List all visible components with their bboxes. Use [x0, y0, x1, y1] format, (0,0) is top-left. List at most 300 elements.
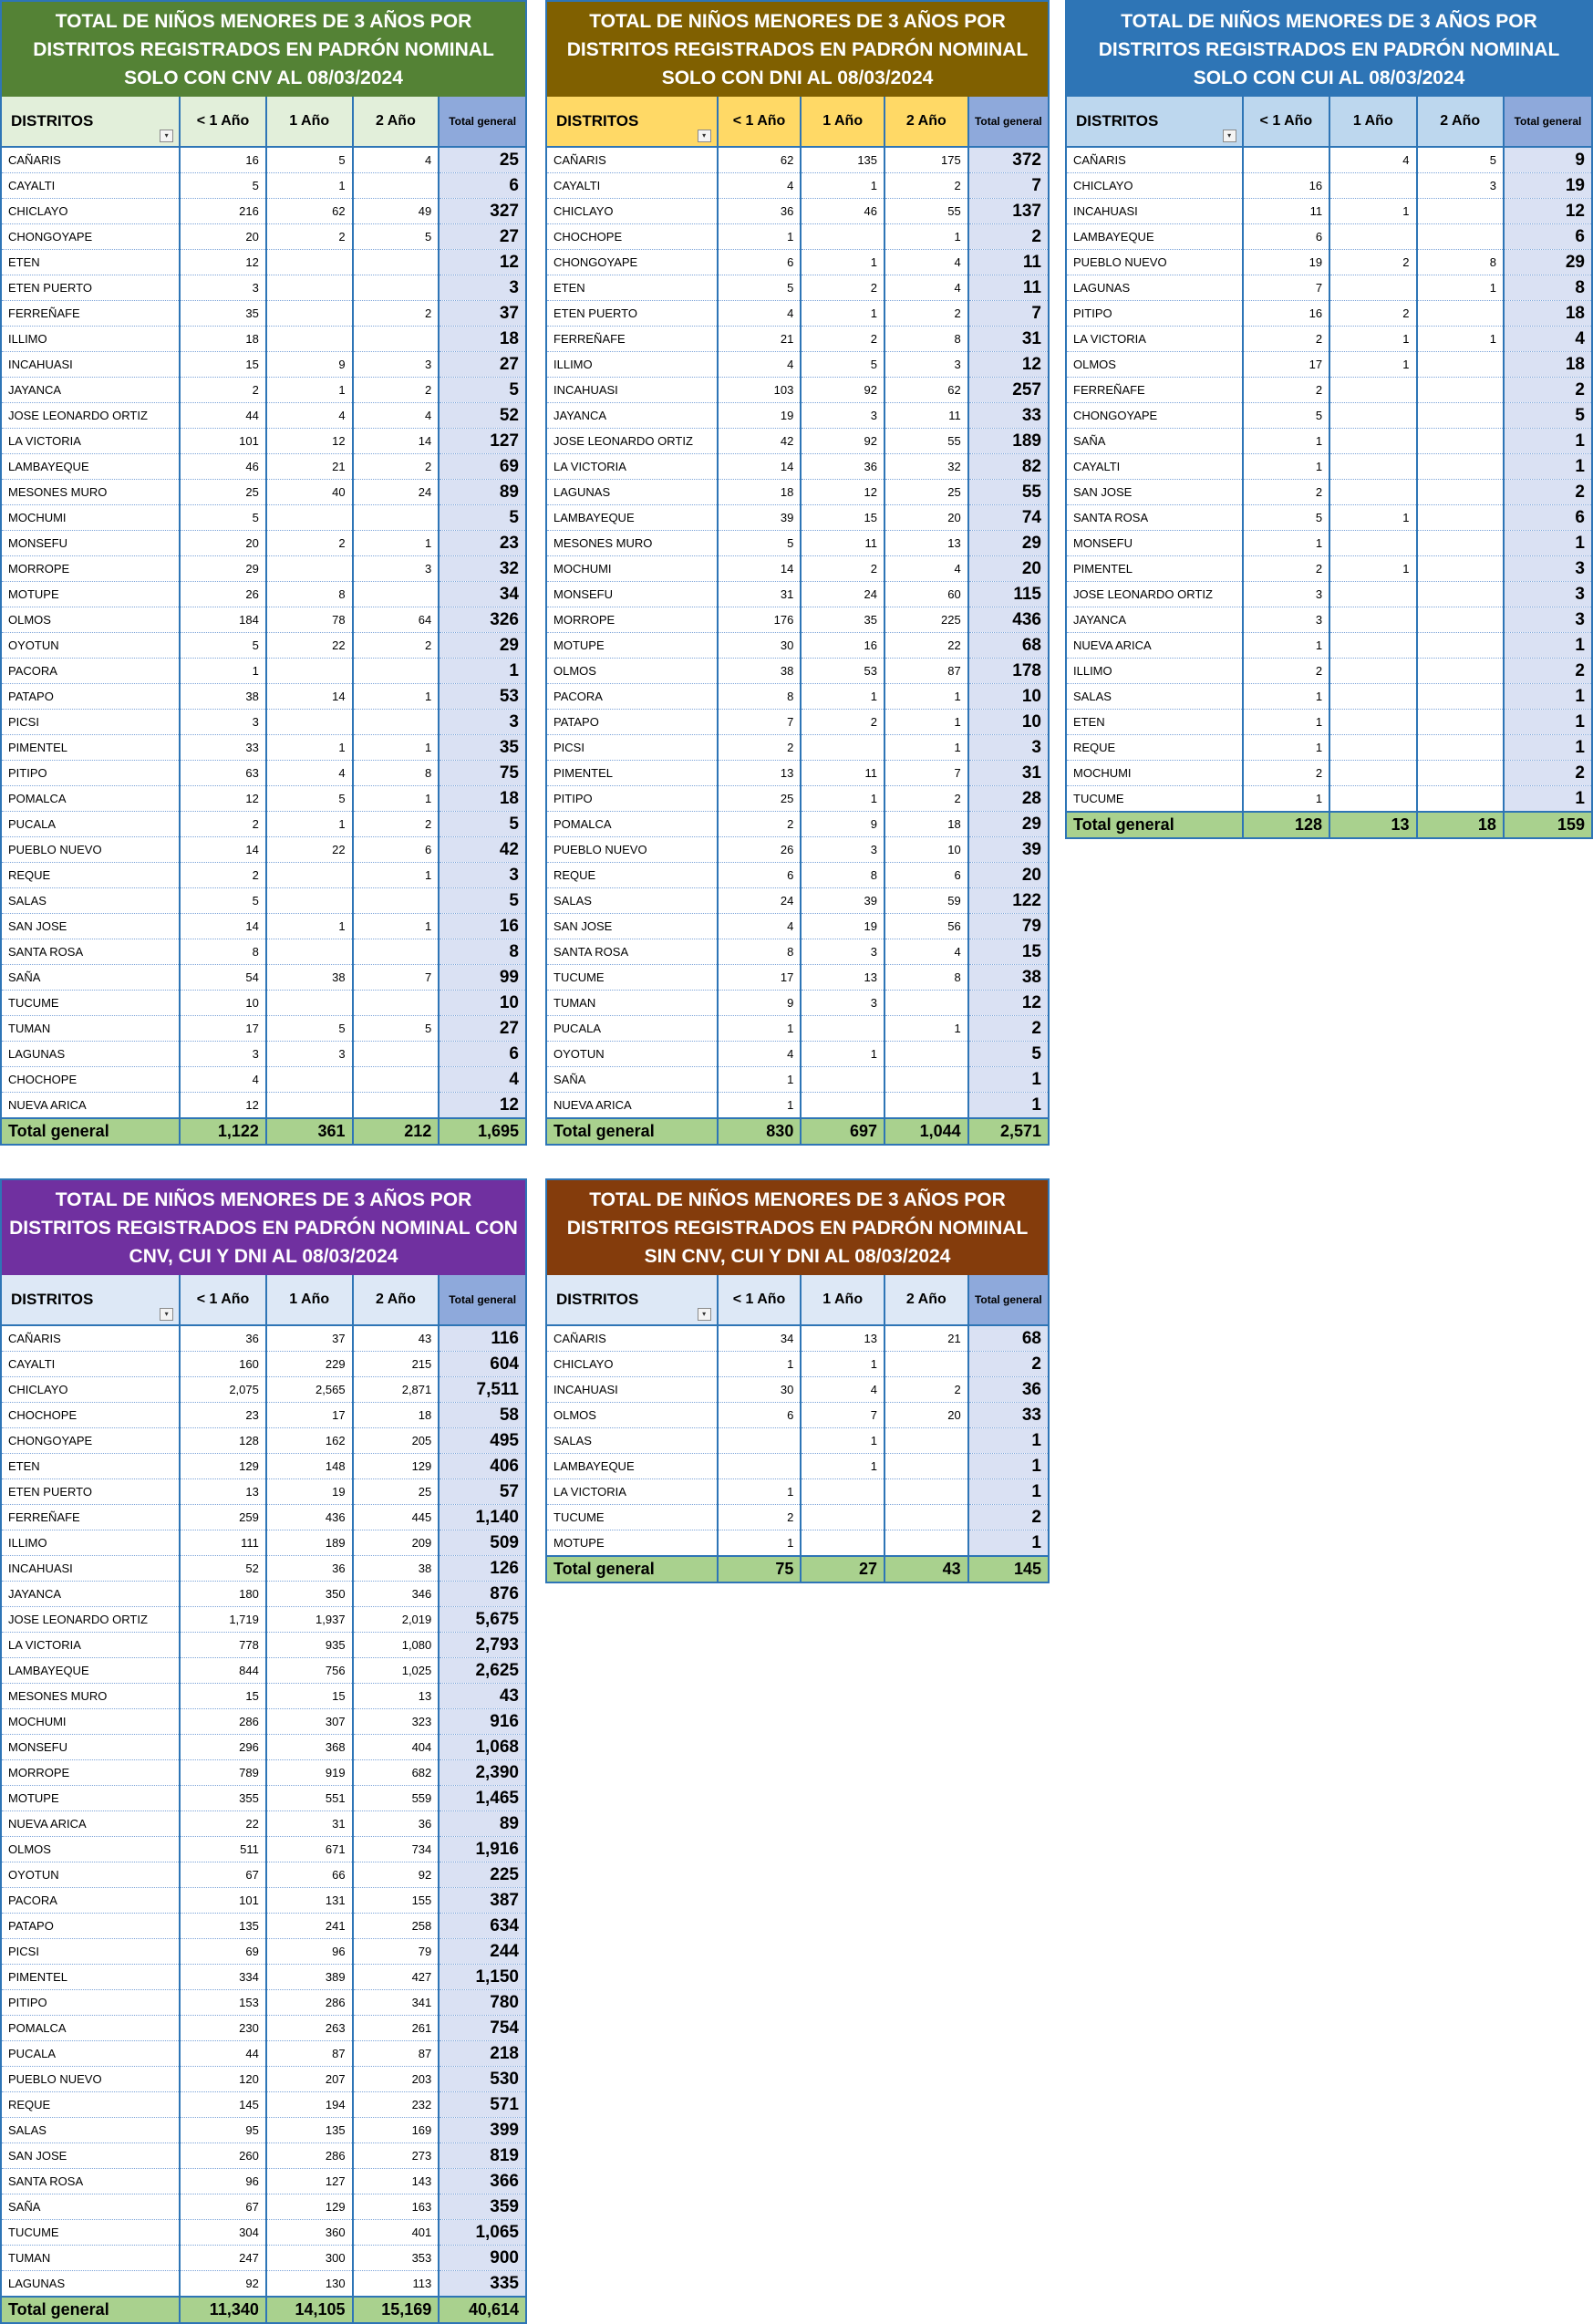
value-cell: 33: [180, 735, 266, 761]
table-row: [547, 659, 1048, 684]
district-cell: NUEVA ARICA: [2, 1093, 180, 1119]
district-cell: JAYANCA: [2, 1582, 180, 1607]
total-cell: 876: [439, 1582, 525, 1607]
value-cell: 113: [353, 2271, 440, 2298]
value-cell: [353, 250, 440, 275]
value-cell: 1: [1243, 710, 1329, 735]
value-cell: [266, 659, 353, 684]
header-age-1: [1243, 97, 1329, 147]
total-cell: 3: [439, 863, 525, 888]
district-cell: CHOCHOPE: [547, 224, 718, 250]
value-cell: 5: [266, 1016, 353, 1042]
value-cell: 16: [180, 147, 266, 173]
value-cell: 13: [180, 1479, 266, 1505]
value-cell: 3: [801, 837, 884, 863]
value-cell: [1417, 582, 1504, 607]
value-cell: 160: [180, 1352, 266, 1377]
district-cell: CHICLAYO: [1067, 173, 1243, 199]
value-cell: 11: [884, 403, 968, 429]
district-cell: CHICLAYO: [547, 1352, 718, 1377]
table-row: [2, 2041, 525, 2067]
total-value: 27: [801, 1556, 884, 1582]
value-cell: 1: [884, 684, 968, 710]
value-cell: 11: [801, 761, 884, 786]
district-cell: ETEN: [547, 275, 718, 301]
table-row: [547, 1530, 1048, 1557]
header-label: 1 Año: [289, 1292, 330, 1307]
table-row: [2, 1786, 525, 1811]
value-cell: 1: [1243, 633, 1329, 659]
district-cell: ILLIMO: [547, 352, 718, 378]
total-value: 145: [968, 1556, 1048, 1582]
value-cell: 3: [180, 710, 266, 735]
total-cell: 8: [439, 939, 525, 965]
district-cell: JAYANCA: [547, 403, 718, 429]
district-cell: CAÑARIS: [1067, 147, 1243, 173]
total-cell: 780: [439, 1990, 525, 2016]
value-cell: 2: [180, 812, 266, 837]
value-cell: [353, 888, 440, 914]
value-cell: 135: [180, 1914, 266, 1939]
total-cell: 27: [439, 224, 525, 250]
value-cell: 129: [266, 2194, 353, 2220]
value-cell: 1: [884, 710, 968, 735]
value-cell: 2,019: [353, 1607, 440, 1633]
district-cell: MONSEFU: [1067, 531, 1243, 556]
total-cell: 9: [1504, 147, 1591, 173]
value-cell: [266, 327, 353, 352]
total-cell: 5: [439, 812, 525, 837]
district-cell: LA VICTORIA: [547, 1479, 718, 1505]
value-cell: [266, 888, 353, 914]
value-cell: 1: [1243, 531, 1329, 556]
value-cell: 13: [884, 531, 968, 556]
total-cell: 43: [439, 1684, 525, 1709]
value-cell: 323: [353, 1709, 440, 1735]
table-row: [547, 710, 1048, 735]
value-cell: [266, 505, 353, 531]
table-row: [2, 2194, 525, 2220]
value-cell: 232: [353, 2092, 440, 2118]
table-row: [2, 1709, 525, 1735]
header-age-1: [180, 1275, 266, 1325]
total-cell: 3: [968, 735, 1048, 761]
value-cell: 260: [180, 2143, 266, 2169]
value-cell: 17: [1243, 352, 1329, 378]
value-cell: 4: [180, 1067, 266, 1093]
table-row: [2, 965, 525, 991]
value-cell: 8: [718, 939, 802, 965]
district-cell: JAYANCA: [2, 378, 180, 403]
value-cell: [1329, 403, 1416, 429]
value-cell: 66: [266, 1862, 353, 1888]
total-cell: 1: [1504, 684, 1591, 710]
value-cell: 1: [884, 1016, 968, 1042]
district-cell: LA VICTORIA: [2, 1633, 180, 1658]
table-row: [547, 352, 1048, 378]
value-cell: 2: [801, 327, 884, 352]
district-cell: ETEN PUERTO: [2, 275, 180, 301]
total-cell: 127: [439, 429, 525, 454]
value-cell: 64: [353, 607, 440, 633]
table-row: [2, 761, 525, 786]
value-cell: 130: [266, 2271, 353, 2298]
value-cell: 1: [801, 1428, 884, 1454]
value-cell: 368: [266, 1735, 353, 1760]
value-cell: 341: [353, 1990, 440, 2016]
data-table: [2, 1275, 525, 2322]
district-cell: SAN JOSE: [2, 2143, 180, 2169]
value-cell: 1: [718, 224, 802, 250]
district-cell: PUCALA: [547, 1016, 718, 1042]
value-cell: 263: [266, 2016, 353, 2041]
value-cell: 1: [353, 531, 440, 556]
header-distritos[interactable]: [547, 1275, 718, 1325]
table-row: [1067, 403, 1591, 429]
value-cell: 53: [801, 659, 884, 684]
district-cell: ILLIMO: [2, 1530, 180, 1556]
district-cell: MORROPE: [547, 607, 718, 633]
value-cell: 389: [266, 1965, 353, 1990]
value-cell: [884, 1530, 968, 1557]
header-age-1: [718, 1275, 802, 1325]
district-cell: SALAS: [1067, 684, 1243, 710]
table-row: [2, 863, 525, 888]
value-cell: [884, 1428, 968, 1454]
total-cell: 8: [1504, 275, 1591, 301]
value-cell: [801, 1505, 884, 1530]
total-cell: 29: [1504, 250, 1591, 275]
header-age-2: [266, 1275, 353, 1325]
district-cell: REQUE: [2, 2092, 180, 2118]
value-cell: [1417, 607, 1504, 633]
value-cell: 1: [180, 659, 266, 684]
value-cell: 1: [1329, 505, 1416, 531]
value-cell: 19: [1243, 250, 1329, 275]
value-cell: 5: [353, 1016, 440, 1042]
district-cell: MOTUPE: [547, 633, 718, 659]
district-cell: NUEVA ARICA: [547, 1093, 718, 1119]
total-cell: 2: [1504, 378, 1591, 403]
table-row: [547, 1067, 1048, 1093]
total-cell: 12: [439, 1093, 525, 1119]
table-row: [2, 480, 525, 505]
table-row: [547, 991, 1048, 1016]
value-cell: 4: [1329, 147, 1416, 173]
value-cell: 401: [353, 2220, 440, 2246]
value-cell: 427: [353, 1965, 440, 1990]
total-cell: 5: [439, 378, 525, 403]
district-cell: SANTA ROSA: [547, 939, 718, 965]
value-cell: 101: [180, 1888, 266, 1914]
value-cell: 92: [801, 378, 884, 403]
value-cell: 404: [353, 1735, 440, 1760]
district-cell: OYOTUN: [547, 1042, 718, 1067]
value-cell: [884, 1042, 968, 1067]
value-cell: 15: [180, 352, 266, 378]
total-cell: 366: [439, 2169, 525, 2194]
value-cell: 21: [884, 1325, 968, 1352]
table-title: TOTAL DE NIÑOS MENORES DE 3 AÑOS POR DISTRITOS REGISTRADOS EN PADRÓN NOMINAL CON CNV, CUI Y DNI AL 08/03/2024: [2, 1180, 525, 1275]
total-cell: 327: [439, 199, 525, 224]
table-row: [1067, 173, 1591, 199]
total-value: 18: [1417, 812, 1504, 837]
value-cell: [353, 275, 440, 301]
filter-dropdown-icon[interactable]: ▾: [698, 1308, 711, 1321]
value-cell: 31: [266, 1811, 353, 1837]
header-distritos[interactable]: [1067, 97, 1243, 147]
value-cell: 1: [1329, 556, 1416, 582]
total-value: 11,340: [180, 2297, 266, 2322]
district-cell: TUCUME: [2, 2220, 180, 2246]
total-cell: 23: [439, 531, 525, 556]
value-cell: [1329, 173, 1416, 199]
filter-dropdown-icon[interactable]: ▾: [160, 130, 173, 142]
table-row: [2, 378, 525, 403]
value-cell: 230: [180, 2016, 266, 2041]
value-cell: 8: [180, 939, 266, 965]
total-cell: 900: [439, 2246, 525, 2271]
value-cell: 2: [180, 378, 266, 403]
district-cell: MESONES MURO: [2, 480, 180, 505]
value-cell: 32: [884, 454, 968, 480]
value-cell: [1417, 378, 1504, 403]
value-cell: [1329, 735, 1416, 761]
value-cell: 18: [353, 1403, 440, 1428]
total-cell: 1,150: [439, 1965, 525, 1990]
value-cell: 445: [353, 1505, 440, 1530]
value-cell: 129: [353, 1454, 440, 1479]
filter-dropdown-icon[interactable]: ▾: [160, 1308, 173, 1321]
table-row: [2, 607, 525, 633]
value-cell: [1329, 761, 1416, 786]
value-cell: 3: [1417, 173, 1504, 199]
value-cell: 29: [180, 556, 266, 582]
value-cell: 1,025: [353, 1658, 440, 1684]
total-cell: 7,511: [439, 1377, 525, 1403]
value-cell: 30: [718, 633, 802, 659]
district-cell: OLMOS: [547, 1403, 718, 1428]
value-cell: 273: [353, 2143, 440, 2169]
value-cell: [1329, 582, 1416, 607]
table-row: [547, 914, 1048, 939]
total-cell: 126: [439, 1556, 525, 1582]
table-row: [1067, 582, 1591, 607]
total-cell: 12: [1504, 199, 1591, 224]
value-cell: 2: [266, 531, 353, 556]
table-title: TOTAL DE NIÑOS MENORES DE 3 AÑOS POR DISTRITOS REGISTRADOS EN PADRÓN NOMINAL SIN CNV, CUI Y DNI AL 08/03/2024: [547, 1180, 1048, 1275]
table-row: [547, 684, 1048, 710]
district-cell: LA VICTORIA: [547, 454, 718, 480]
district-cell: PIMENTEL: [1067, 556, 1243, 582]
value-cell: 286: [266, 1990, 353, 2016]
total-cell: 1: [1504, 454, 1591, 480]
total-cell: 189: [968, 429, 1048, 454]
district-cell: JAYANCA: [1067, 607, 1243, 633]
value-cell: 259: [180, 1505, 266, 1530]
value-cell: 1: [353, 735, 440, 761]
value-cell: 1: [718, 1093, 802, 1119]
value-cell: [1329, 786, 1416, 813]
district-cell: CAÑARIS: [2, 147, 180, 173]
table-row: [2, 1530, 525, 1556]
table-row: [2, 2169, 525, 2194]
value-cell: 7: [1243, 275, 1329, 301]
value-cell: 13: [353, 1684, 440, 1709]
value-cell: 15: [801, 505, 884, 531]
total-value: 128: [1243, 812, 1329, 837]
header-label: Total general: [449, 115, 517, 128]
value-cell: 23: [180, 1403, 266, 1428]
value-cell: 14: [266, 684, 353, 710]
table-row: [2, 1016, 525, 1042]
value-cell: 14: [180, 914, 266, 939]
header-label: DISTRITOS: [11, 112, 94, 130]
value-cell: 1: [1329, 352, 1416, 378]
total-cell: 10: [439, 991, 525, 1016]
table-panel-cui: [1065, 0, 1593, 839]
table-row: [547, 582, 1048, 607]
header-distritos[interactable]: [547, 97, 718, 147]
value-cell: 184: [180, 607, 266, 633]
district-cell: LAGUNAS: [547, 480, 718, 505]
table-row: [2, 1862, 525, 1888]
total-cell: 225: [439, 1862, 525, 1888]
value-cell: 258: [353, 1914, 440, 1939]
total-cell: 634: [439, 1914, 525, 1939]
total-cell: 82: [968, 454, 1048, 480]
header-distritos[interactable]: [2, 1275, 180, 1325]
value-cell: 69: [180, 1939, 266, 1965]
total-cell: 79: [968, 914, 1048, 939]
district-cell: CAÑARIS: [547, 147, 718, 173]
header-label: DISTRITOS: [556, 1291, 639, 1308]
value-cell: 67: [180, 1862, 266, 1888]
value-cell: 2: [1329, 250, 1416, 275]
total-cell: 28: [968, 786, 1048, 812]
total-cell: 2: [968, 1505, 1048, 1530]
value-cell: 7: [718, 710, 802, 735]
value-cell: 1: [266, 914, 353, 939]
value-cell: 24: [801, 582, 884, 607]
value-cell: 153: [180, 1990, 266, 2016]
table-row: [2, 1837, 525, 1862]
value-cell: 194: [266, 2092, 353, 2118]
total-cell: 12: [439, 250, 525, 275]
value-cell: 5: [1243, 403, 1329, 429]
total-cell: 1: [968, 1093, 1048, 1119]
table-row: [547, 1505, 1048, 1530]
value-cell: 5: [718, 531, 802, 556]
value-cell: 39: [718, 505, 802, 531]
value-cell: [1417, 505, 1504, 531]
header-distritos[interactable]: [2, 97, 180, 147]
total-cell: 69: [439, 454, 525, 480]
table-row: [2, 1684, 525, 1709]
value-cell: [1329, 224, 1416, 250]
table-row: [547, 1428, 1048, 1454]
total-cell: 1: [1504, 735, 1591, 761]
district-cell: JOSE LEONARDO ORTIZ: [547, 429, 718, 454]
value-cell: 180: [180, 1582, 266, 1607]
table-row: [547, 505, 1048, 531]
table-row: [547, 761, 1048, 786]
total-cell: 89: [439, 480, 525, 505]
district-cell: SALAS: [2, 2118, 180, 2143]
table-row: [547, 480, 1048, 505]
district-cell: LAGUNAS: [2, 2271, 180, 2298]
table-row: [2, 1403, 525, 1428]
table-row: [547, 786, 1048, 812]
district-cell: LA VICTORIA: [1067, 327, 1243, 352]
header-total-general: [968, 1275, 1048, 1325]
value-cell: 8: [884, 327, 968, 352]
table-row: [547, 1403, 1048, 1428]
value-cell: 12: [801, 480, 884, 505]
total-cell: 387: [439, 1888, 525, 1914]
total-cell: 326: [439, 607, 525, 633]
value-cell: 1: [884, 224, 968, 250]
value-cell: 19: [718, 403, 802, 429]
district-cell: OLMOS: [547, 659, 718, 684]
value-cell: 17: [266, 1403, 353, 1428]
header-label: DISTRITOS: [1076, 112, 1159, 130]
value-cell: 25: [884, 480, 968, 505]
district-cell: PACORA: [2, 1888, 180, 1914]
table-row: [2, 710, 525, 735]
table-row: [1067, 429, 1591, 454]
header-label: 2 Año: [905, 113, 946, 129]
value-cell: 79: [353, 1939, 440, 1965]
total-row: [547, 1556, 1048, 1582]
total-cell: 29: [968, 531, 1048, 556]
table-row: [547, 1377, 1048, 1403]
total-cell: 75: [439, 761, 525, 786]
table-row: [2, 812, 525, 837]
filter-dropdown-icon[interactable]: ▾: [1223, 130, 1236, 142]
district-cell: PITIPO: [1067, 301, 1243, 327]
value-cell: 5: [266, 147, 353, 173]
value-cell: 11: [1243, 199, 1329, 224]
district-cell: POMALCA: [547, 812, 718, 837]
table-row: [2, 1658, 525, 1684]
table-row: [1067, 224, 1591, 250]
value-cell: 20: [884, 1403, 968, 1428]
district-cell: MESONES MURO: [547, 531, 718, 556]
value-cell: 789: [180, 1760, 266, 1786]
total-cell: 5: [968, 1042, 1048, 1067]
value-cell: 6: [718, 250, 802, 275]
header-age-3: [1417, 97, 1504, 147]
table-row: [547, 939, 1048, 965]
filter-dropdown-icon[interactable]: ▾: [698, 130, 711, 142]
value-cell: 2,075: [180, 1377, 266, 1403]
value-cell: [1417, 480, 1504, 505]
total-value: 1,695: [439, 1118, 525, 1144]
total-cell: 33: [968, 403, 1048, 429]
district-cell: MORROPE: [2, 556, 180, 582]
value-cell: 87: [353, 2041, 440, 2067]
value-cell: [1329, 480, 1416, 505]
table-row: [547, 275, 1048, 301]
value-cell: 2: [801, 275, 884, 301]
value-cell: 19: [266, 1479, 353, 1505]
district-cell: REQUE: [2, 863, 180, 888]
total-cell: 35: [439, 735, 525, 761]
total-cell: 819: [439, 2143, 525, 2169]
district-cell: MOTUPE: [2, 582, 180, 607]
table-row: [1067, 556, 1591, 582]
